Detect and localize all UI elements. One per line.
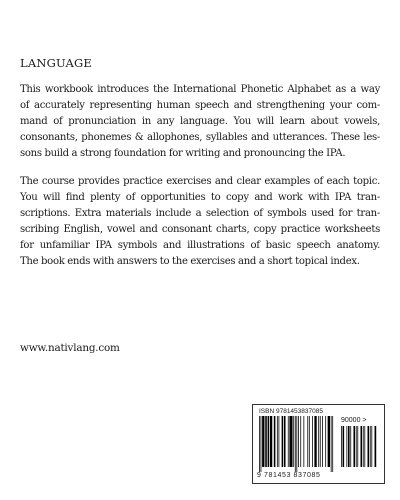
text-line: The book ends with answers to the exercises and a short topical index. [20,256,360,268]
website-url: www.nativlang.com [20,342,120,354]
text-line: The course provides practice exercises and clear examples of each topic. [20,176,380,187]
barcode-bar [318,416,319,467]
barcode-bar [370,426,371,467]
barcode-bar [371,426,372,467]
barcode-bar [346,426,347,467]
barcode-bar [348,426,350,467]
text-line: You will find plenty of opportunities to copy and work with IPA tran- [20,192,380,204]
text-line: for unfamiliar IPA symbols and illustrations of basic speech anatomy. [20,240,380,252]
price-mark: > [362,417,367,424]
barcode-bar [262,416,264,467]
barcode-bar [322,416,323,467]
barcode-bar [303,416,304,467]
barcode-bar [282,416,284,467]
barcode-bar [356,426,357,467]
barcode-bar [357,426,358,467]
barcode-bar [368,426,370,467]
barcode-bar [309,416,310,467]
barcode-bar [363,426,364,467]
isbn-barcode [252,404,385,484]
barcode-digits: 9 781453 837085 [257,472,321,479]
barcode-bar [343,426,345,467]
barcode-bar [350,426,351,467]
barcode-bar [295,416,296,472]
barcode-bar [314,416,316,467]
barcode-bar [259,416,260,472]
barcode-bar [312,416,313,467]
barcode-bar [289,416,292,467]
text-line: consonants, phonemes & allophones, syllables and utterances. These les- [20,132,380,144]
barcode-bar [300,416,301,467]
barcode-bar [284,416,286,467]
barcode-bar [328,416,330,467]
text-line: mand of pronunciation in any language. You will learn about vowels, [20,116,380,128]
barcode-bar [341,426,342,467]
description-paragraph-1 [20,82,380,162]
text-line: scribing English, vowel and consonant charts, copy practice worksheets [20,224,380,236]
text-line: scriptions. Extra materials include a selection of symbols used for tran- [20,208,380,220]
barcode-bar [277,416,278,467]
barcode-bar [265,416,267,467]
barcode-bar [274,416,276,467]
barcode-bar [375,426,377,467]
barcode-bars [259,416,339,472]
barcode-bar [268,416,270,467]
barcode-bar [332,416,333,472]
barcode-bar [353,426,355,467]
barcode-bar [279,416,280,467]
barcode-bar [307,416,308,467]
price-addon-bars [341,426,377,472]
barcode-bar [270,416,272,467]
isbn-label: ISBN 9781453837085 [259,408,323,415]
category-label: LANGUAGE [20,56,93,70]
barcode-bar [296,416,297,472]
barcode-bar [325,416,326,467]
barcode-bar [361,426,363,467]
text-line: sons build a strong foundation for writing and pronouncing the IPA. [20,148,346,160]
price-code-value: 90000 [341,417,361,424]
price-code [341,417,367,424]
barcode-bar [293,416,294,467]
barcode-bar [331,416,332,472]
barcode-bar [288,416,289,467]
barcode-bar [320,416,321,467]
text-line: of accurately representing human speech and strengthening your com- [20,100,380,112]
text-line: This workbook introduces the International Phonetic Alphabet as a way [20,84,380,95]
description-paragraph-2 [20,174,380,271]
barcode-bar [298,416,299,467]
barcode-bar [364,426,365,467]
barcode-bar [261,416,262,472]
